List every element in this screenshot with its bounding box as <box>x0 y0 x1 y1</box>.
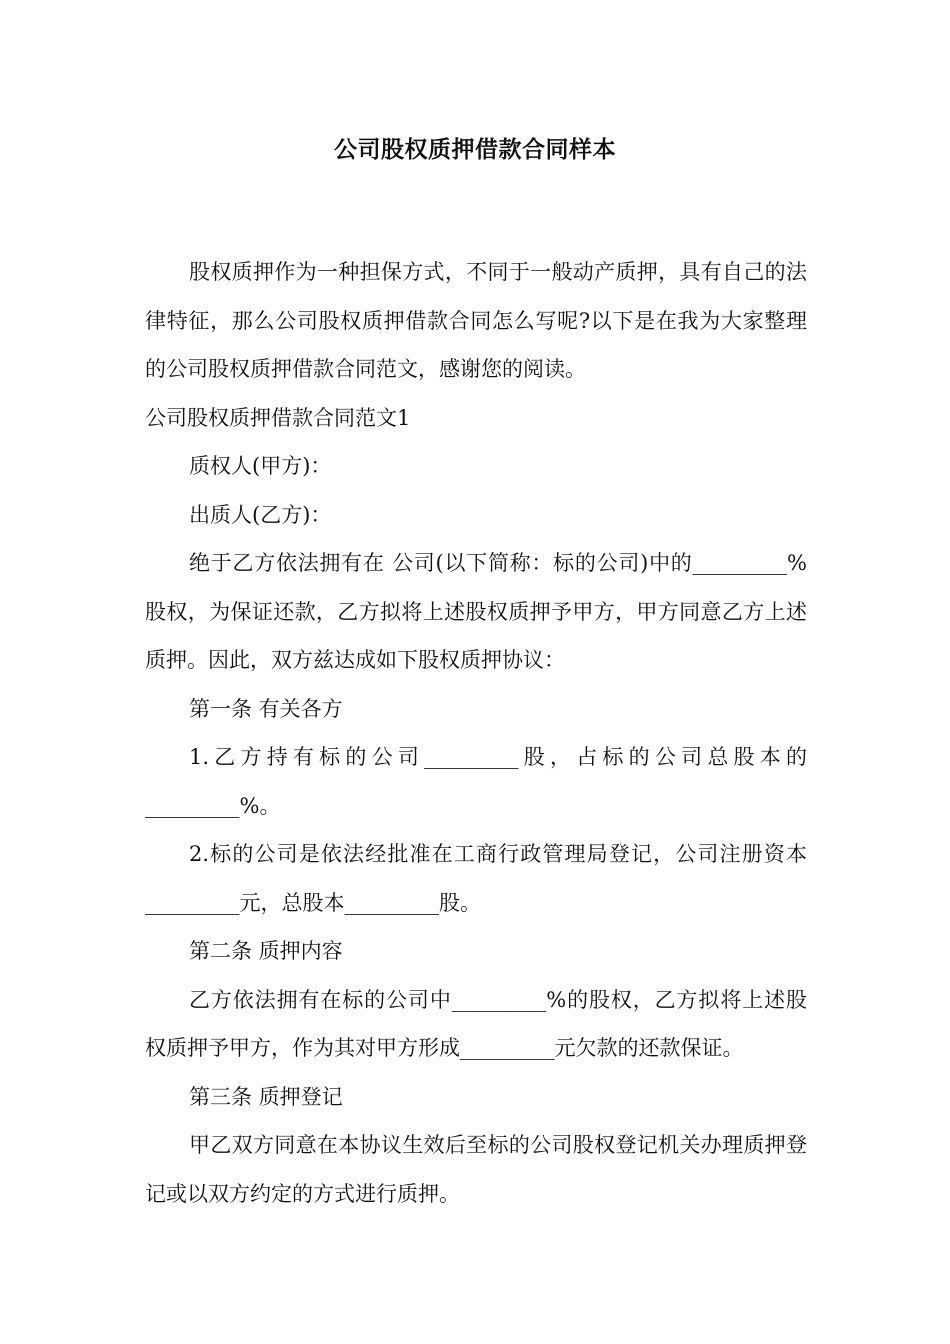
article-2-heading: 第二条 质押内容 <box>189 939 343 963</box>
section-heading: 公司股权质押借款合同范文1 <box>145 405 411 430</box>
pledgee-line: 质权人(甲方)： <box>189 454 332 478</box>
article-3-heading: 第三条 质押登记 <box>189 1084 343 1109</box>
intro-paragraph: 股权质押作为一种担保方式，不同于一般动产质押，具有自己的法律特征，那么公司股权质押借款合同怎么写呢?以下是在我为大家整理的公司股权质押借款合同范文，感谢您的阅读。 <box>145 260 807 381</box>
article-1-clause-1: 1.乙方持有标的公司_________股，占标的公司总股本的_________%。 <box>145 745 807 818</box>
preamble-paragraph: 绝于乙方依法拥有在 公司(以下简称：标的公司)中的_________%股权，为保证还款，乙方拟将上述股权质押予甲方，甲方同意乙方上述质押。因此，双方兹达成如下股权质押协议： <box>145 551 807 672</box>
article-1-clause-2: 2.标的公司是依法经批准在工商行政管理局登记，公司注册资本_________元，总股本_________股。 <box>145 842 807 915</box>
pledgor-line: 出质人(乙方)： <box>189 502 332 527</box>
document-title: 公司股权质押借款合同样本 <box>334 137 616 163</box>
document-body <box>145 248 807 1218</box>
article-3-content: 甲乙双方同意在本协议生效后至标的公司股权登记机关办理质押登记或以双方约定的方式进行质押。 <box>145 1133 807 1206</box>
article-2-content: 乙方依法拥有在标的公司中_________%的股权，乙方拟将上述股权质押予甲方，作为其对甲方形成_________元欠款的还款保证。 <box>145 987 807 1060</box>
article-1-heading: 第一条 有关各方 <box>189 696 343 721</box>
